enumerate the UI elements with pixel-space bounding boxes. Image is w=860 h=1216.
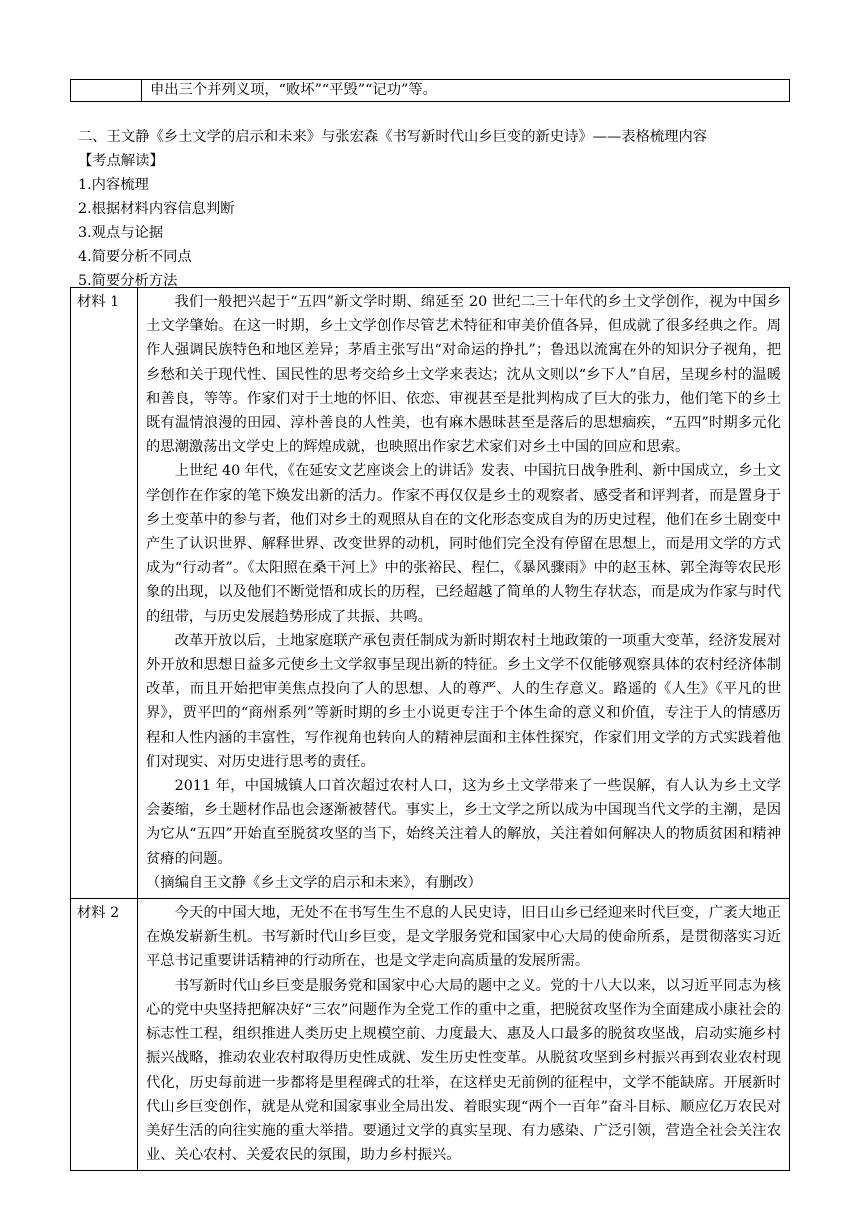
materials-table: [70, 287, 790, 1171]
section-subtitle: 【考点解读】: [78, 153, 164, 169]
material-paragraph: 我们一般把兴起于“五四”新文学时期、绵延至 20 世纪二三十年代的乡土文学创作，视为中国乡土文学肇始。在这一时期，乡土文学创作尽管艺术特征和审美价值各异，但成就了很多经典之作。周作人强调民族特色和地区差异；茅盾主张写出“对命运的挣扎”；鲁迅以流寓在外的知识分子视角，把乡愁和关于现代性、国民性的思考交给乡土文学来表达；沈从文则以“乡下人”自居，呈现乡村的温暖和善良，等等。作家们对于土地的怀旧、依恋、审视甚至是批判构成了巨大的张力，他们笔下的乡土既有温情浪漫的田园、淳朴善良的人性美，也有麻木愚昧甚至是落后的思想痼疾，“五四”时期多元化的思潮激荡出文学史上的辉煌成就，也映照出作家艺术家们对乡土中国的回应和思索。: [146, 294, 781, 456]
material-paragraph: 改革开放以后，土地家庭联产承包责任制成为新时期农村土地政策的一项重大变革，经济发展对外开放和思想日益多元使乡土文学叙事呈现出新的特征。乡土文学不仅能够观察具体的农村经济体制改革，而且开始把审美焦点投向了人的思想、人的尊严、人的生存意义。路遥的《人生》《平凡的世界》，贾平凹的“商州系列”等新时期的乡土小说更专注于个体生命的意义和价值，专注于人的情感历程和人性内涵的丰富性，写作视角也转向人的精神层面和主体性探究，作家们用文学的方式实践着他们对现实、对历史进行思考的责任。: [146, 632, 781, 770]
material-paragraph: 书写新时代山乡巨变是服务党和国家中心大局的题中之义。党的十八大以来，以习近平同志为核心的党中央坚持把解决好“三农”问题作为全党工作的重中之重，把脱贫攻坚作为全面建成小康社会的标志性工程，组织推进人类历史上规模空前、力度最大、惠及人口最多的脱贫攻坚战，启动实施乡村振兴战略，推动农业农村取得历史性成就、发生历史性变革。从脱贫攻坚到乡村振兴再到农业农村现代化，历史每前进一步都将是里程碑式的壮举，在这样史无前例的征程中，文学不能缺席。开展新时代山乡巨变创作，就是从党和国家事业全局出发、着眼实现“两个一百年”奋斗目标、顺应亿万农民对美好生活的向往实施的重大举措。要通过文学的真实呈现、有力感染、广泛引领，营造全社会关注农业、关心农村、关爱农民的氛围，助力乡村振兴。: [146, 977, 781, 1164]
material-paragraph: 今天的中国大地，无处不在书写生生不息的人民史诗，旧日山乡已经迎来时代巨变，广袤大地正在焕发崭新生机。书写新时代山乡巨变，是文学服务党和国家中心大局的使命所系，是贯彻落实习近平总书记重要讲话精神的行动所在，也是文学走向高质量的发展所需。: [146, 905, 781, 970]
table-row: [71, 80, 790, 102]
table-row: [71, 899, 790, 1171]
material-paragraph: 2011 年，中国城镇人口首次超过农村人口，这为乡土文学带来了一些误解，有人认为乡土文学会萎缩，乡土题材作品也会逐渐被替代。事实上，乡土文学之所以成为中国现当代文学的主潮，是因为它从“五四”开始直至脱贫攻坚的当下，始终关注着人的解放，关注着如何解决人的物质贫困和精神贫瘠的问题。: [146, 778, 781, 867]
material-label: 材料 1: [71, 288, 138, 899]
material-content: [138, 899, 790, 1171]
material-source: （摘编自王文静《乡土文学的启示和未来》，有删改）: [146, 874, 482, 891]
point-item: 5.简要分析方法: [78, 273, 178, 289]
material-paragraph: 上世纪 40 年代，《在延安文艺座谈会上的讲话》发表、中国抗日战争胜利、新中国成立，乡土文学创作在作家的笔下焕发出新的活力。作家不再仅仅是乡土的观察者、感受者和评判者，而是置身于乡土变革中的参与者，他们对乡土的观照从自在的文化形态变成自为的历史过程，他们在乡土剧变中产生了认识世界、解释世界、改变世界的动机，同时他们完全没有停留在思想上，而是用文学的方式成为“行动者”。《太阳照在桑干河上》中的张裕民、程仁，《暴风骤雨》中的赵玉林、郭全海等农民形象的出现，以及他们不断觉悟和成长的历程，已经超越了简单的人物生存状态，而是成为作家与时代的纽带，与历史发展趋势形成了共振、共鸣。: [146, 463, 781, 625]
continuation-table: [70, 79, 790, 102]
material-label: 材料 2: [71, 899, 138, 1171]
section-heading-block: [78, 125, 798, 293]
table-row: [71, 288, 790, 899]
material-content: [138, 288, 790, 899]
continuation-text: 申出三个并列义项，“败坏”“平毁”“记功”等。: [142, 80, 790, 102]
point-item: 2.根据材料内容信息判断: [78, 201, 235, 217]
point-item: 3.观点与论据: [78, 225, 164, 241]
point-item: 1.内容梳理: [78, 177, 149, 193]
point-item: 4.简要分析不同点: [78, 249, 192, 265]
empty-label-cell: [71, 80, 142, 102]
section-title: 二、王文静《乡土文学的启示和未来》与张宏森《书写新时代山乡巨变的新史诗》——表格梳理内容: [78, 129, 708, 145]
